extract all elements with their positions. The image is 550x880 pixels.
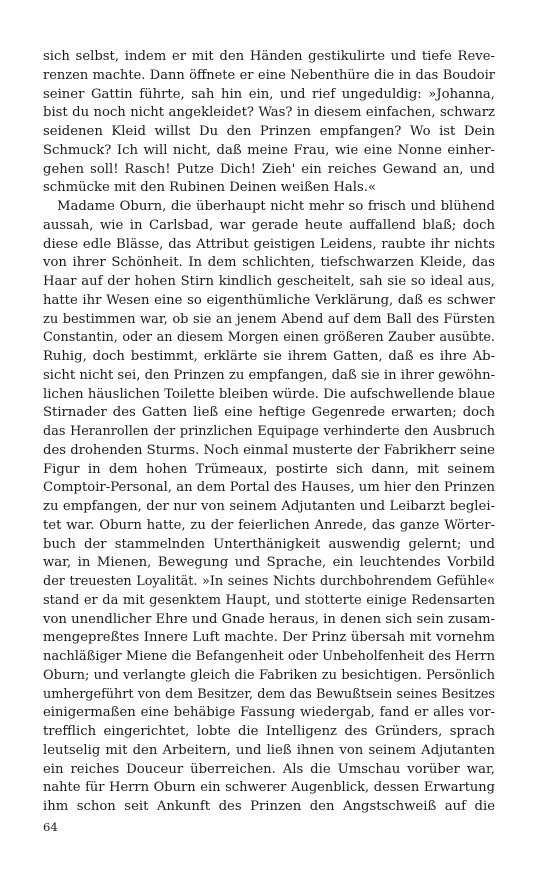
text-line: ihm schon seit Ankunft des Prinzen den Angstschweiß auf die xyxy=(43,799,495,814)
text-line: Constantin, oder an diesem Morgen einen größeren Zauber ausübte. xyxy=(43,330,495,346)
text-line: Haar auf der hohen Stirn kindlich gescheitelt, sah sie so ideal aus, xyxy=(43,274,495,289)
text-line: bist du noch nicht angekleidet? Was? in diesem einfachen, schwarz xyxy=(43,105,495,121)
text-line: Figur in dem hohen Trümeaux, postirte sich dann, mit seinem xyxy=(43,461,495,477)
text-line: umhergeführt von dem Besitzer, dem das Bewußtsein seines Besitzes xyxy=(43,686,495,702)
text-line: von unendlicher Ehre und Gnade heraus, in denen sich sein zusam- xyxy=(43,611,495,627)
text-line: buch der stammelnden Unterthänigkeit auswendig gelernt; und xyxy=(43,536,495,552)
text-line: leutselig mit den Arbeitern, und ließ ihnen von seinem Adjutanten xyxy=(43,742,495,758)
text-line: Ruhig, doch bestimmt, erklärte sie ihrem Gatten, daß es ihre Ab- xyxy=(43,349,495,364)
text-line: hatte ihr Wesen eine so eigenthümliche Verklärung, daß es schwer xyxy=(43,292,495,308)
text-line: stand er da mit gesenktem Haupt, und stotterte einige Redensarten xyxy=(43,592,495,608)
text-line: des drohenden Sturms. Noch einmal musterte der Fabrikherr seine xyxy=(43,442,495,458)
body-text xyxy=(43,48,495,817)
text-line: Madame Oburn, die überhaupt nicht mehr so frisch und blühend xyxy=(57,199,495,214)
text-line: Oburn; und verlangte gleich die Fabriken zu besichtigen. Persönlich xyxy=(43,667,495,683)
text-line: renzen machte. Dann öffnete er eine Nebenthüre die in das Boudoir xyxy=(43,67,495,83)
text-line: seiner Gattin führte, sah hin ein, und rief ungeduldig: »Johanna, xyxy=(43,86,495,102)
text-line: diese edle Blässe, das Attribut geistigen Leidens, raubte ihr nichts xyxy=(43,236,495,252)
text-line: schmücke mit den Rubinen Deinen weißen Hals.« xyxy=(43,180,377,196)
text-line: Comptoir-Personal, an dem Portal des Hauses, um hier den Prinzen xyxy=(43,480,495,496)
text-line: nahte für Herrn Oburn ein schwerer Augenblick, dessen Erwartung xyxy=(43,780,495,796)
text-line: aussah, wie in Carlsbad, war gerade heute auffallend blaß; doch xyxy=(43,217,495,233)
text-line: war, in Mienen, Bewegung und Sprache, ein leuchtendes Vorbild xyxy=(43,555,495,571)
text-line: sich selbst, indem er mit den Händen gestikulirte und tiefe Reve- xyxy=(43,49,495,64)
text-line: von ihrer Schönheit. In dem schlichten, tiefschwarzen Kleide, das xyxy=(43,255,495,271)
text-line: zu bestimmen war, ob sie an jenem Abend auf dem Ball des Fürsten xyxy=(43,311,495,327)
text-line: der treuesten Loyalität. »In seines Nichts durchbohrendem Gefühle« xyxy=(43,574,495,589)
text-line: das Heranrollen der prinzlichen Equipage verhinderte den Ausbruch xyxy=(43,424,495,439)
text-line: sicht nicht sei, den Prinzen zu empfangen, daß sie in ihrer gewöhn- xyxy=(43,367,495,383)
text-line: mengepreßtes Innere Luft machte. Der Prinz übersah mit vornehm xyxy=(43,630,495,646)
text-line: trefflich eingerichtet, lobte die Intelligenz des Gründers, sprach xyxy=(43,724,495,739)
text-line: lichen häuslichen Toilette bleiben würde. Die aufschwellende blaue xyxy=(43,386,495,402)
text-line: ein reiches Douceur überreichen. Als die Umschau vorüber war, xyxy=(43,761,495,777)
text-line: einigermaßen eine behäbige Fassung wiedergab, fand er alles vor- xyxy=(43,705,495,721)
text-line: zu empfangen, der nur von seinem Adjutanten und Leibarzt beglei- xyxy=(43,499,495,514)
text-line: Schmuck? Ich will nicht, daß meine Frau, wie eine Nonne einher- xyxy=(43,142,495,158)
text-line: Stirnader des Gatten ließ eine heftige Gegenrede erwarten; doch xyxy=(43,405,495,421)
text-line: tet war. Oburn hatte, zu der feierlichen Anrede, das ganze Wörter- xyxy=(43,517,495,533)
text-line: gehen soll! Rasch! Putze Dich! Zieh' ein reiches Gewand an, und xyxy=(43,161,495,177)
text-line: nachläßiger Miene die Befangenheit oder Unbeholfenheit des Herrn xyxy=(43,649,495,664)
text-line: seidenen Kleid willst Du den Prinzen empfangen? Wo ist Dein xyxy=(43,124,495,139)
page-number: 64 xyxy=(43,820,58,834)
